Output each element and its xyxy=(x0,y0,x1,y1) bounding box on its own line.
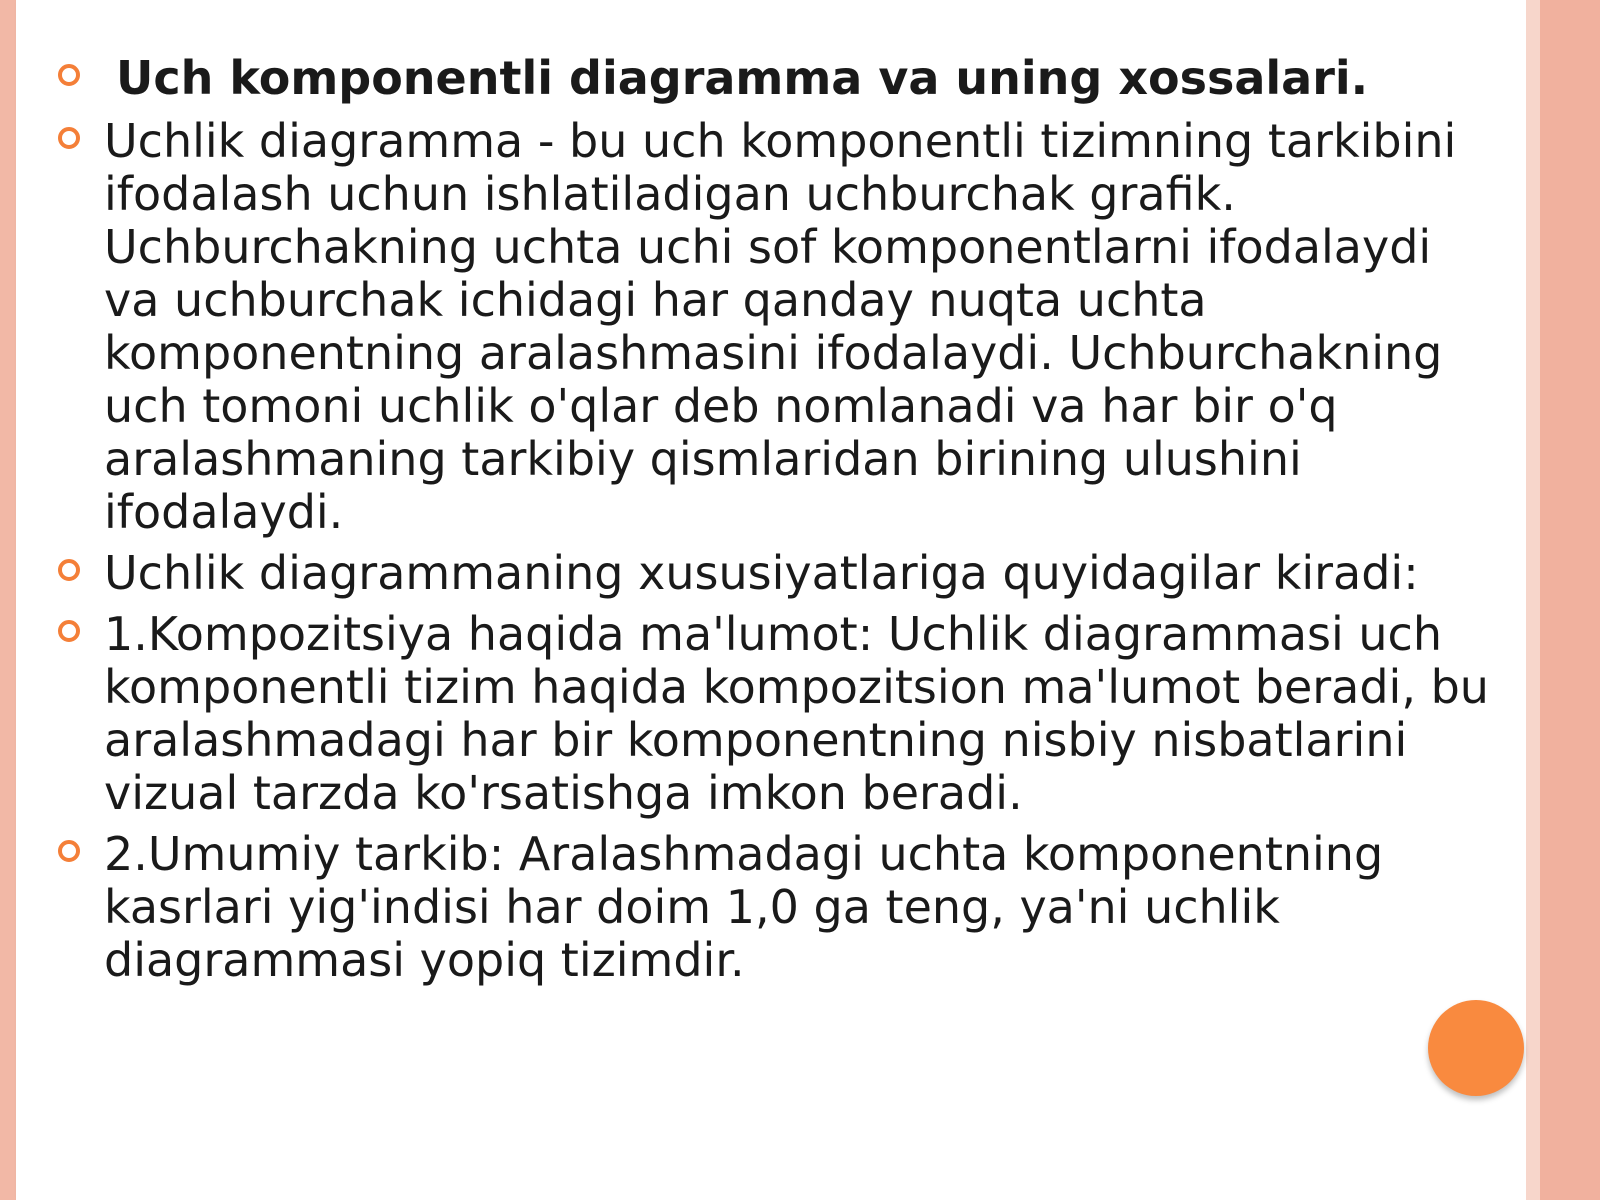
ring-bullet-icon xyxy=(58,127,80,149)
bullet-text: Uchlik diagrammaning xususiyatlariga quyidagilar kiradi: xyxy=(104,546,1419,600)
ring-bullet-icon xyxy=(58,559,80,581)
right-decorative-stripe-light xyxy=(1526,0,1540,1200)
ring-bullet-icon xyxy=(58,620,80,642)
bullet-item-property-2 xyxy=(56,828,1496,987)
orange-circle-icon xyxy=(1428,1000,1524,1096)
slide-bullet-list xyxy=(56,52,1496,995)
ring-bullet-icon xyxy=(58,64,80,86)
bullet-item-definition xyxy=(56,115,1496,539)
left-decorative-stripe xyxy=(0,0,16,1200)
slide-title-item xyxy=(56,52,1496,105)
slide-title: Uch komponentli diagramma va uning xossalari. xyxy=(116,51,1369,105)
bullet-text: 2.Umumiy tarkib: Aralashmadagi uchta komponentning kasrlari yig'indisi har doim 1,0 ga teng, ya'ni uchlik diagrammasi yopiq tizimdir. xyxy=(104,827,1384,987)
bullet-text: 1.Kompozitsiya haqida ma'lumot: Uchlik diagrammasi uch komponentli tizim haqida kompozitsion ma'lumot beradi, bu aralashmadagi har bir komponentning nisbiy nisbatlarini vizual tarzda ko'rsatishga imkon beradi. xyxy=(104,607,1489,820)
bullet-item-property-1 xyxy=(56,608,1496,820)
right-decorative-stripe xyxy=(1540,0,1600,1200)
bullet-text: Uchlik diagramma - bu uch komponentli tizimning tarkibini ifodalash uchun ishlatiladigan uchburchak grafik. Uchburchakning uchta uchi sof komponentlarni ifodalaydi va uchburchak ichidagi har qanday nuqta uchta komponentning aralashmasini ifodalaydi. Uchburchakning uch tomoni uchlik o'qlar deb nomlanadi va har bir o'q aralashmaning tarkibiy qismlaridan birining ulushini ifodalaydi. xyxy=(104,114,1457,539)
ring-bullet-icon xyxy=(58,840,80,862)
bullet-item-properties-intro xyxy=(56,547,1496,600)
